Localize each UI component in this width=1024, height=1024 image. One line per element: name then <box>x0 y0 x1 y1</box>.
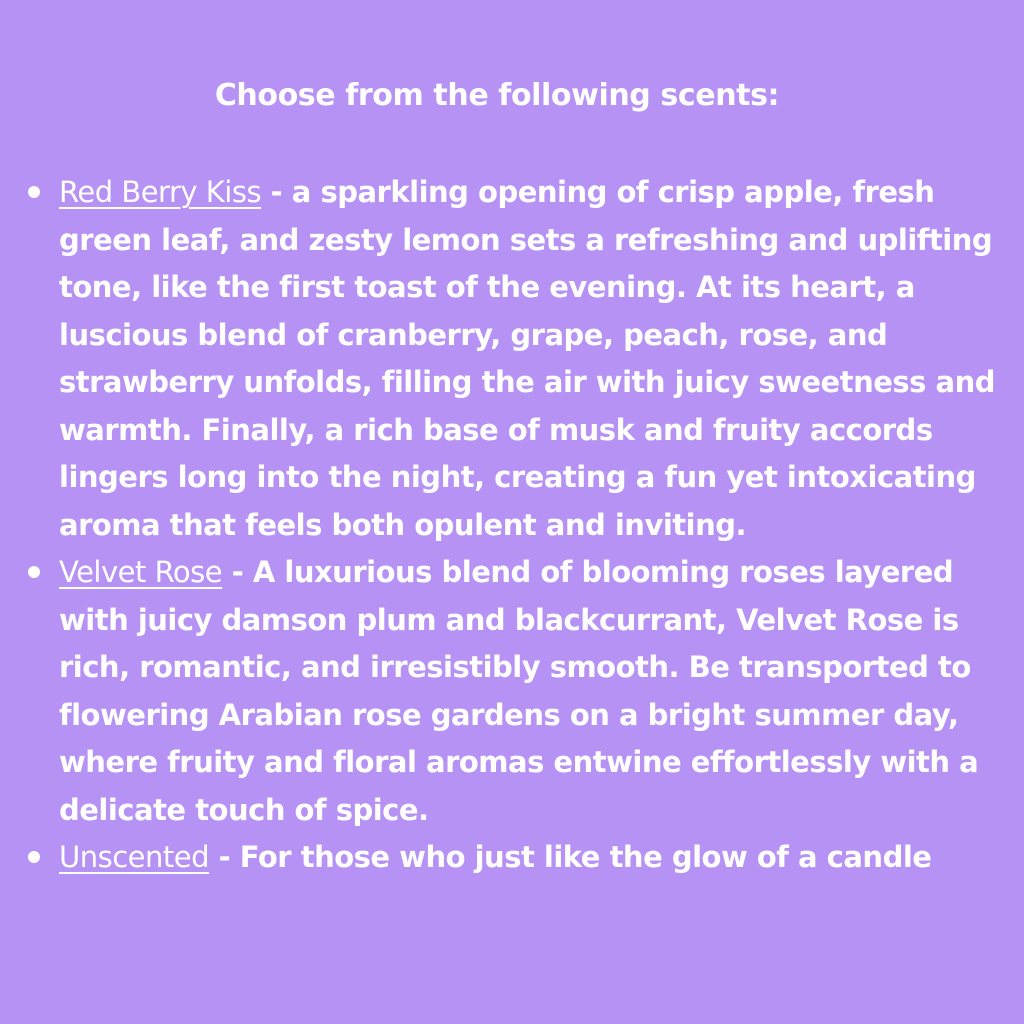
bullet-icon <box>28 566 40 578</box>
scent-description-velvet-rose: - A luxurious blend of blooming roses layered with juicy damson plum and blackcurrant, Velvet Rose is rich, romantic, and irresistibly smooth. Be transported to flowering Arabian rose gardens on a bright summer day, where fruity and floral aromas entwine effortlessly with a delicate touch of spice. <box>59 555 979 827</box>
scent-item-unscented <box>28 834 998 882</box>
scent-name-velvet-rose: Velvet Rose <box>59 555 223 589</box>
scent-description-unscented: - For those who just like the glow of a candle <box>209 840 932 874</box>
scent-name-red-berry-kiss: Red Berry Kiss <box>59 175 262 209</box>
scent-item-red-berry-kiss <box>28 169 998 549</box>
page-heading: Choose from the following scents: <box>214 78 780 113</box>
scent-name-unscented: Unscented <box>59 840 210 874</box>
bullet-icon <box>28 186 40 198</box>
bullet-icon <box>28 851 40 863</box>
scent-description-red-berry-kiss: - a sparkling opening of crisp apple, fresh green leaf, and zesty lemon sets a refreshing and uplifting tone, like the first toast of the evening. At its heart, a luscious blend of cranberry, grape, peach, rose, and strawberry unfolds, filling the air with juicy sweetness and warmth. Finally, a rich base of musk and fruity accords lingers long into the night, creating a fun yet intoxicating aroma that feels both opulent and inviting. <box>59 175 995 542</box>
scent-item-velvet-rose <box>28 549 998 834</box>
scent-list <box>28 169 998 882</box>
